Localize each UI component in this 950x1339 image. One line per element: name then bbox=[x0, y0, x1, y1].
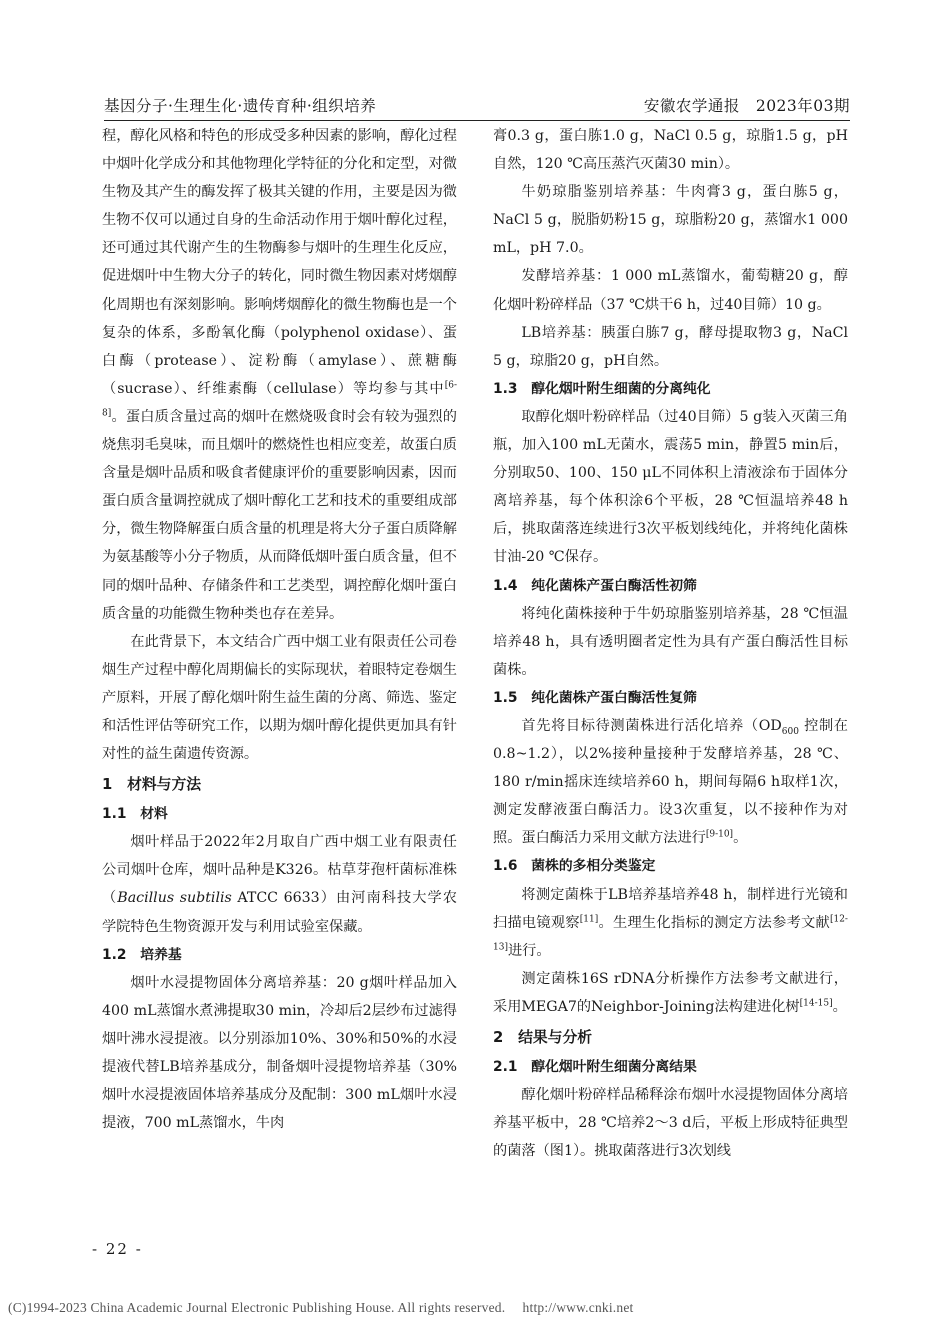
citation[interactable]: [6-8] bbox=[102, 380, 457, 419]
right-column bbox=[493, 122, 848, 1165]
copyright-notice: (C)1994-2023 China Academic Journal Electronic Publishing House. All rights reserved. http://www.cnki.net bbox=[8, 1300, 634, 1315]
paragraph: 测定菌株16S rDNA分析操作方法参考文献进行，采用MEGA7的Neighbor-Joining法构建进化树[14-15]。 bbox=[493, 970, 848, 1015]
paragraph: 在此背景下，本文结合广西中烟工业有限责任公司卷烟生产过程中醇化周期偏长的实际现状，着眼特定卷烟生产原料，开展了醇化烟叶附生益生菌的分离、筛选、鉴定和活性评估等研究工作，以期为烟叶醇化提供更加具有针对性的益生菌遗传资源。 bbox=[102, 633, 457, 763]
subsection-heading: 1.3 醇化烟叶附生细菌的分离纯化 bbox=[493, 380, 711, 397]
header-journal-issue: 安徽农学通报 2023年03期 bbox=[643, 97, 850, 115]
header-section-title: 基因分子·生理生化·遗传育种·组织培养 bbox=[104, 97, 377, 115]
paragraph: 醇化烟叶粉碎样品稀释涂布烟叶水浸提物固体分离培养基平板中，28 ℃培养2～3 d后，平板上形成特征典型的菌落（图1）。挑取菌落进行3次划线 bbox=[493, 1087, 848, 1160]
citation[interactable]: [9-10] bbox=[705, 829, 734, 840]
paragraph: LB培养基：胰蛋白胨7 g，酵母提取物3 g，NaCl 5 g，琼脂20 g，pH自然。 bbox=[493, 324, 848, 369]
paragraph: 烟叶样品于2022年2月取自广西中烟工业有限责任公司烟叶仓库，烟叶品种是K326。枯草芽孢杆菌标准株（Bacillus subtilis ATCC 6633）由河南科技大学农学院特色生物资源开发与利用试验室保藏。 bbox=[102, 834, 457, 935]
subsection-heading: 1.6 菌株的多相分类鉴定 bbox=[493, 858, 656, 875]
subsection-heading: 1.5 纯化菌株产蛋白酶活性复筛 bbox=[493, 689, 697, 706]
paragraph: 程，醇化风格和特色的形成受多种因素的影响，醇化过程中烟叶化学成分和其他物理化学特征的分化和定型，对微生物及其产生的酶发挥了极其关键的作用，主要是因为微生物不仅可以通过自身的生命活动作用于烟叶醇化过程，还可通过其代谢产生的生物酶参与烟叶的生理生化反应，促进烟叶中生物大分子的转化，同时微生物因素对烤烟醇化周期也有深刻影响。影响烤烟醇化的微生物酶也是一个复杂的体系，多酚氧化酶（polyphenol oxidase）、蛋白酶（protease）、淀粉酶（amylase）、蔗糖酶（sucrase）、纤维素酶（cellulase）等均参与其中[6-8]。蛋白质含量过高的烟叶在燃烧吸食时会有较为强烈的烧焦羽毛臭味，而且烟叶的燃烧性也相应变差，故蛋白质含量是烟叶品质和吸食者健康评价的重要影响因素，因而蛋白质含量调控就成了烟叶醇化工艺和技术的重要组成部分，微生物降解蛋白质含量的机理是将大分子蛋白质降解为氨基酸等小分子物质，从而降低烟叶蛋白质含量，但不同的烟叶品种、存储条件和工艺类型，调控醇化烟叶蛋白质含量的功能微生物种类也存在差异。 bbox=[102, 128, 457, 622]
paragraph: 将测定菌株于LB培养基培养48 h，制样进行光镜和扫描电镜观察[11]。生理生化指标的测定方法参考文献[12-13]进行。 bbox=[493, 886, 848, 959]
paragraph: 发酵培养基：1 000 mL蒸馏水，葡萄糖20 g，醇化烟叶粉碎样品（37 ℃烘干6 h，过40目筛）10 g。 bbox=[493, 268, 848, 313]
subsection-heading: 2.1 醇化烟叶附生细菌分离结果 bbox=[493, 1059, 697, 1075]
paragraph: 取醇化烟叶粉碎样品（过40目筛）5 g装入灭菌三角瓶，加入100 mL无菌水，震荡5 min，静置5 min后，分别取50、100、150 μL不同体积上清液涂布于固体分离培养基，每个体积涂6个平板，28 ℃恒温培养48 h后，挑取菌落连续进行3次平板划线纯化，并将纯化菌株甘油-20 ℃保存。 bbox=[493, 408, 848, 566]
page-number: - 22 - bbox=[92, 1240, 143, 1258]
citation[interactable]: [14-15] bbox=[799, 998, 833, 1009]
citation[interactable]: [12-13] bbox=[493, 913, 848, 952]
paragraph: 牛奶琼脂鉴别培养基：牛肉膏3 g，蛋白胨5 g，NaCl 5 g，脱脂奶粉15 g，琼脂粉20 g，蒸馏水1 000 mL，pH 7.0。 bbox=[493, 184, 848, 257]
citation[interactable]: [11] bbox=[579, 913, 599, 924]
section-heading: 2 结果与分析 bbox=[493, 1029, 593, 1046]
paragraph: 将纯化菌株接种于牛奶琼脂鉴别培养基，28 ℃恒温培养48 h，具有透明圈者定性为具有产蛋白酶活性目标菌株。 bbox=[493, 605, 848, 678]
paragraph: 烟叶水浸提物固体分离培养基：20 g烟叶样品加入400 mL蒸馏水煮沸提取30 min，冷却后2层纱布过滤得烟叶沸水浸提液。以分别添加10%、30%和50%的水浸提液代替LB培养基成分，制备烟叶浸提物培养基（30%烟叶水浸提液固体培养基成分及配制：300 mL烟叶水浸提液，700 mL蒸馏水，牛肉 bbox=[102, 974, 457, 1132]
subsection-heading: 1.4 纯化菌株产蛋白酶活性初筛 bbox=[493, 577, 697, 594]
subsection-heading: 1.2 培养基 bbox=[102, 946, 182, 963]
paragraph: 膏0.3 g，蛋白胨1.0 g，NaCl 0.5 g，琼脂1.5 g，pH 自然，120 ℃高压蒸汽灭菌30 min）。 bbox=[493, 128, 848, 173]
subsection-heading: 1.1 材料 bbox=[102, 806, 168, 823]
paragraph: 首先将目标待测菌株进行活化培养（$OD_{600}$ 控制在0.8~1.2），以2%接种量接种于发酵培养基，28 ℃、180 r/min摇床连续培养60 h，期间每隔6 h取样1次，测定发酵液蛋白酶活力。设3次重复，以不接种作为对照。蛋白酶活力采用文献方法进行[9-10]。 bbox=[493, 717, 848, 847]
section-heading: 1 材料与方法 bbox=[102, 776, 202, 794]
running-header bbox=[104, 92, 850, 121]
left-column bbox=[102, 122, 457, 1137]
